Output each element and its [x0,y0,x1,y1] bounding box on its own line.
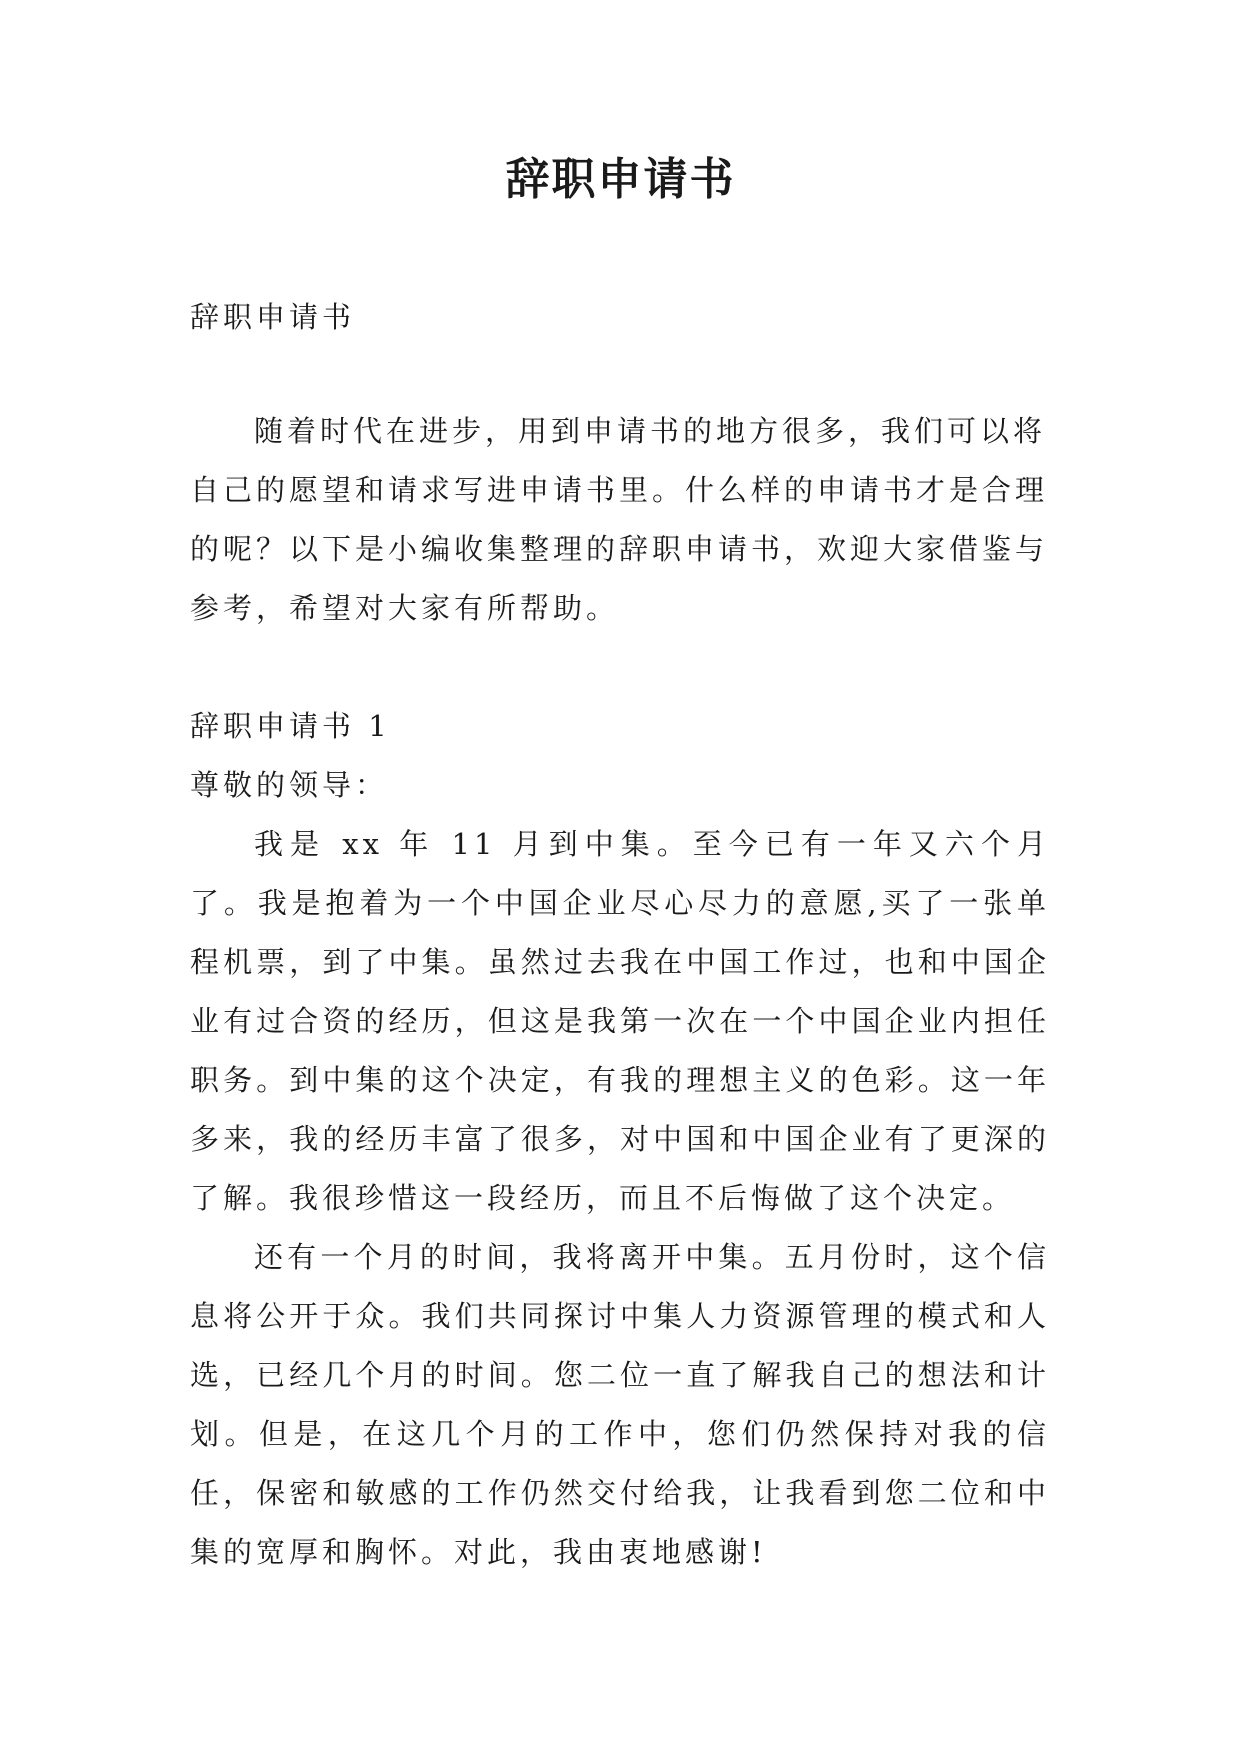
letter-paragraph-1: 我是 xx 年 11 月到中集。至今已有一年又六个月了。我是抱着为一个中国企业尽心尽力的意愿,买了一张单程机票，到了中集。虽然过去我在中国工作过，也和中国企业有过合资的经历，但这是我第一次在一个中国企业内担任职务。到中集的这个决定，有我的理想主义的色彩。这一年多来，我的经历丰富了很多，对中国和中国企业有了更深的了解。我很珍惜这一段经历，而且不后悔做了这个决定。 [190,827,1050,1215]
letter-section [190,697,1050,1582]
salutation: 尊敬的领导： [190,768,389,802]
letter-paragraph-2: 还有一个月的时间，我将离开中集。五月份时，这个信息将公开于众。我们共同探讨中集人力资源管理的模式和人选，已经几个月的时间。您二位一直了解我自己的想法和计划。但是，在这几个月的工作中，您们仍然保持对我的信任，保密和敏感的工作仍然交付给我，让我看到您二位和中集的宽厚和胸怀。对此，我由衷地感谢! [190,1240,1050,1569]
document-subtitle: 辞职申请书 [190,300,356,334]
document-title: 辞职申请书 [505,154,736,205]
section-heading: 辞职申请书 1 [190,709,391,743]
intro-paragraph: 随着时代在进步，用到申请书的地方很多，我们可以将自己的愿望和请求写进申请书里。什么样的申请书才是合理的呢？以下是小编收集整理的辞职申请书，欢迎大家借鉴与参考，希望对大家有所帮助。 [190,414,1049,625]
